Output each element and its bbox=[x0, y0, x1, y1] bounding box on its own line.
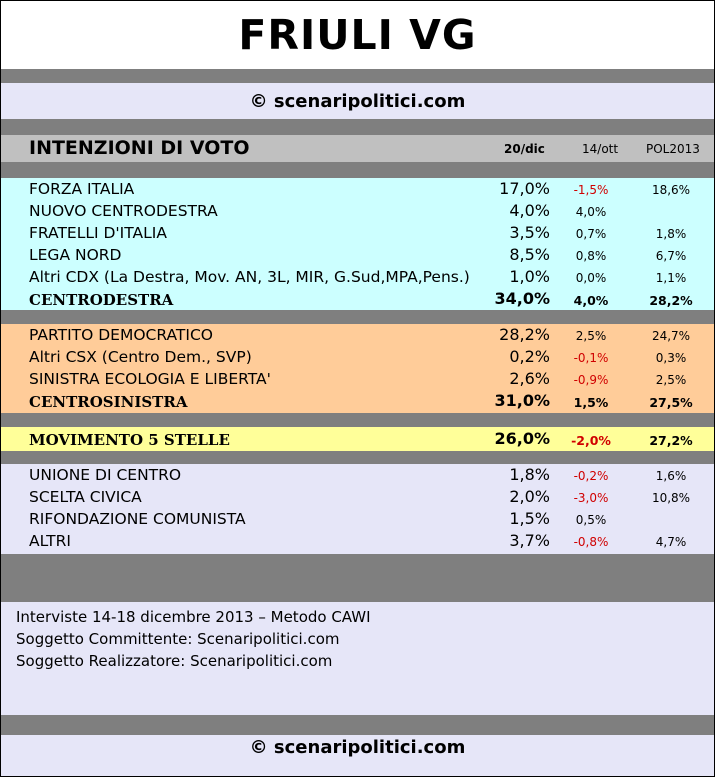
footer-line: Interviste 14-18 dicembre 2013 – Metodo CAWI bbox=[16, 608, 371, 626]
value-14ott: -3,0% bbox=[573, 491, 609, 505]
party-name: ALTRI bbox=[29, 532, 71, 550]
others-block bbox=[1, 464, 714, 554]
value-pol2013: 10,8% bbox=[651, 491, 691, 505]
table-row bbox=[1, 346, 714, 368]
value-14ott: 2,5% bbox=[575, 329, 607, 343]
value-14ott: 1,5% bbox=[573, 395, 609, 410]
table-row bbox=[1, 244, 714, 266]
separator-bar bbox=[1, 69, 714, 83]
value-pol2013: 24,7% bbox=[651, 329, 691, 343]
value-20dic: 3,7% bbox=[509, 531, 550, 550]
value-20dic: 3,5% bbox=[509, 223, 550, 242]
value-pol2013: 1,8% bbox=[655, 227, 687, 241]
party-name: LEGA NORD bbox=[29, 246, 122, 264]
value-20dic: 8,5% bbox=[509, 245, 550, 264]
separator-bar bbox=[1, 413, 714, 427]
total-row bbox=[1, 390, 714, 412]
value-20dic: 0,2% bbox=[509, 347, 550, 366]
separator-bar bbox=[1, 451, 714, 464]
party-name: Altri CDX (La Destra, Mov. AN, 3L, MIR, G.Sud,MPA,Pens.) bbox=[29, 268, 470, 286]
header-col-pol2013: POL2013 bbox=[646, 142, 700, 156]
value-20dic: 2,0% bbox=[509, 487, 550, 506]
table-row bbox=[1, 178, 714, 200]
value-pol2013: 0,3% bbox=[655, 351, 687, 365]
table-row bbox=[1, 508, 714, 530]
table-row bbox=[1, 486, 714, 508]
party-name: SINISTRA ECOLOGIA E LIBERTA' bbox=[29, 370, 271, 388]
separator-bar bbox=[1, 554, 714, 602]
table-header bbox=[1, 135, 714, 162]
party-name: NUOVO CENTRODESTRA bbox=[29, 202, 218, 220]
footer-line: Soggetto Committente: Scenaripolitici.com bbox=[16, 630, 340, 648]
value-20dic: 34,0% bbox=[494, 289, 550, 308]
table-row bbox=[1, 222, 714, 244]
methodology-note bbox=[16, 606, 371, 672]
value-20dic: 17,0% bbox=[499, 179, 550, 198]
party-name: SCELTA CIVICA bbox=[29, 488, 142, 506]
value-20dic: 28,2% bbox=[499, 325, 550, 344]
value-14ott: 0,8% bbox=[575, 249, 607, 263]
value-pol2013: 2,5% bbox=[655, 373, 687, 387]
value-14ott: -2,0% bbox=[571, 433, 611, 448]
value-14ott: 0,5% bbox=[575, 513, 607, 527]
party-name: Altri CSX (Centro Dem., SVP) bbox=[29, 348, 252, 366]
party-name: UNIONE DI CENTRO bbox=[29, 466, 182, 484]
page-title: FRIULI VG bbox=[1, 1, 714, 69]
table-row bbox=[1, 266, 714, 288]
value-14ott: -0,9% bbox=[573, 373, 609, 387]
value-20dic: 1,0% bbox=[509, 267, 550, 286]
header-col-20dic: 20/dic bbox=[504, 142, 545, 156]
m5s-block bbox=[1, 427, 714, 451]
total-row bbox=[1, 428, 714, 450]
value-20dic: 2,6% bbox=[509, 369, 550, 388]
value-pol2013: 28,2% bbox=[649, 293, 693, 308]
separator-bar bbox=[1, 162, 714, 178]
table-row bbox=[1, 530, 714, 552]
party-name: RIFONDAZIONE COMUNISTA bbox=[29, 510, 246, 528]
party-name: CENTRODESTRA bbox=[29, 291, 174, 309]
party-name: FORZA ITALIA bbox=[29, 180, 135, 198]
value-20dic: 1,8% bbox=[509, 465, 550, 484]
credit-bottom: © scenaripolitici.com bbox=[249, 737, 466, 758]
party-name: CENTROSINISTRA bbox=[29, 393, 188, 411]
value-14ott: -0,8% bbox=[573, 535, 609, 549]
value-20dic: 1,5% bbox=[509, 509, 550, 528]
table-row bbox=[1, 368, 714, 390]
value-14ott: 4,0% bbox=[573, 293, 609, 308]
value-20dic: 26,0% bbox=[494, 429, 550, 448]
centrosinistra-block bbox=[1, 324, 714, 413]
value-pol2013: 27,5% bbox=[649, 395, 693, 410]
value-14ott: 4,0% bbox=[575, 205, 607, 219]
value-pol2013: 1,6% bbox=[655, 469, 687, 483]
header-col-14ott: 14/ott bbox=[582, 142, 619, 156]
value-14ott: 0,0% bbox=[575, 271, 607, 285]
credit-top: © scenaripolitici.com bbox=[249, 91, 466, 112]
value-14ott: -0,1% bbox=[573, 351, 609, 365]
value-20dic: 4,0% bbox=[509, 201, 550, 220]
separator-bar bbox=[1, 119, 714, 135]
total-row bbox=[1, 288, 714, 310]
separator-bar bbox=[1, 310, 714, 324]
header-label: INTENZIONI DI VOTO bbox=[29, 137, 250, 159]
value-14ott: -0,2% bbox=[573, 469, 609, 483]
centrodestra-block bbox=[1, 178, 714, 310]
table-row bbox=[1, 464, 714, 486]
value-pol2013: 27,2% bbox=[649, 433, 693, 448]
party-name: PARTITO DEMOCRATICO bbox=[29, 326, 213, 344]
value-20dic: 31,0% bbox=[494, 391, 550, 410]
separator-bar bbox=[1, 715, 714, 735]
party-name: FRATELLI D'ITALIA bbox=[29, 224, 167, 242]
party-name: MOVIMENTO 5 STELLE bbox=[29, 431, 230, 449]
value-14ott: -1,5% bbox=[573, 183, 609, 197]
value-pol2013: 4,7% bbox=[655, 535, 687, 549]
value-14ott: 0,7% bbox=[575, 227, 607, 241]
table-row bbox=[1, 324, 714, 346]
footer-line: Soggetto Realizzatore: Scenaripolitici.com bbox=[16, 652, 333, 670]
table-row bbox=[1, 200, 714, 222]
value-pol2013: 6,7% bbox=[655, 249, 687, 263]
value-pol2013: 18,6% bbox=[651, 183, 691, 197]
value-pol2013: 1,1% bbox=[655, 271, 687, 285]
